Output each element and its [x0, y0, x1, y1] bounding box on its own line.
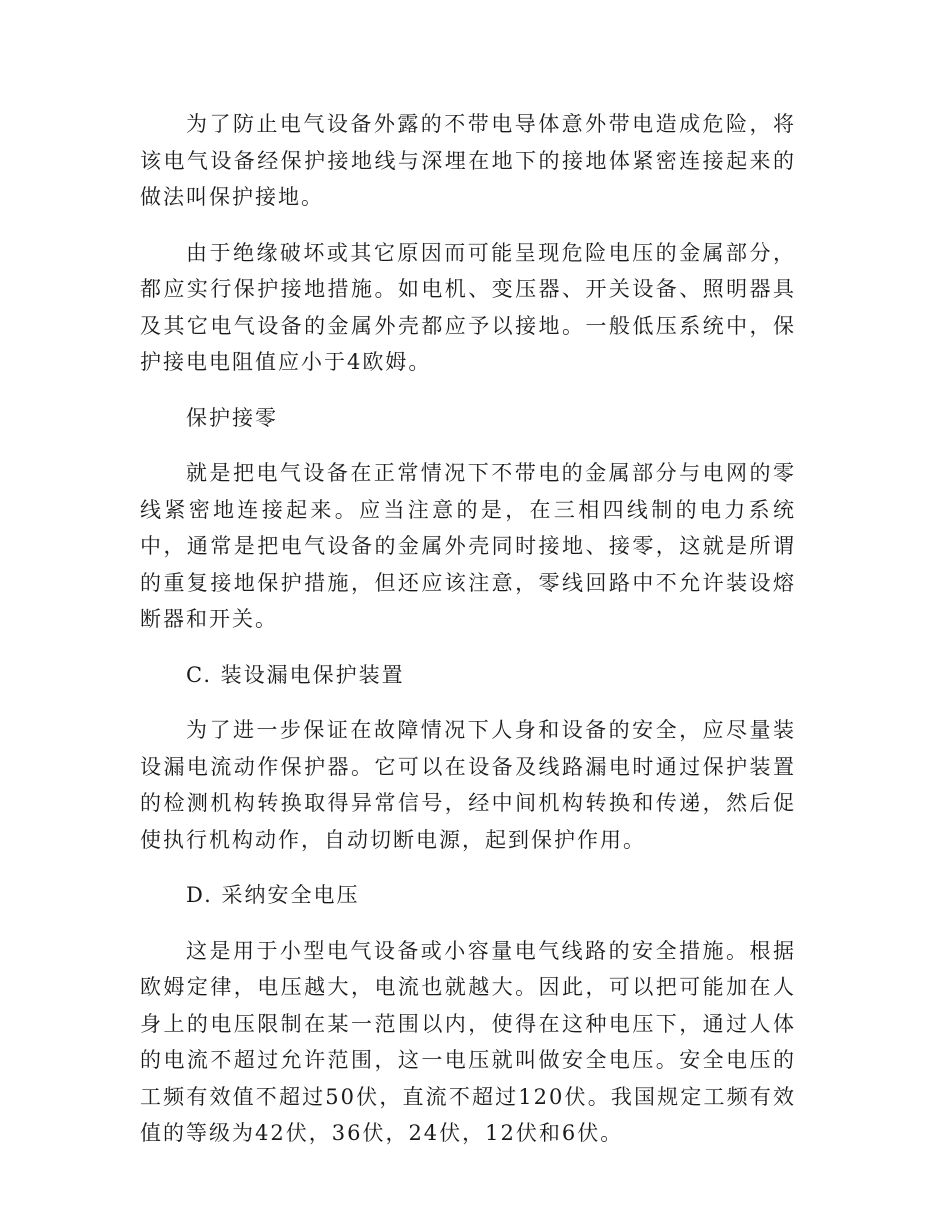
paragraph-protective-grounding-definition: 为了防止电气设备外露的不带电导体意外带电造成危险，将该电气设备经保护接地线与深埋在地下的接地体紧密连接起来的做法叫保护接地。: [140, 112, 796, 209]
paragraph-leakage-protection: 为了进一步保证在故障情况下人身和设备的安全，应尽量装设漏电流动作保护器。它可以在设备及线路漏电时通过保护装置的检测机构转换取得异常信号，经中间机构转换和传递，然后促使执行机构动作，自动切断电源，起到保护作用。: [140, 718, 796, 852]
heading-leakage-protection: C. 装设漏电保护装置: [186, 662, 405, 687]
paragraph-safety-voltage: 这是用于小型电气设备或小容量电气线路的安全措施。根据欧姆定律，电压越大，电流也就越大。因此，可以把可能加在人身上的电压限制在某一范围以内，使得在这种电压下，通过人体的电流不超过允许范围，这一电压就叫做安全电压。安全电压的工频有效值不超过50伏，直流不超过120伏。我国规定工频有效值的等级为42伏，36伏，24伏，12伏和6伏。: [140, 938, 796, 1145]
heading-protective-neutral: 保护接零: [186, 405, 278, 430]
paragraph-protective-neutral: 就是把电气设备在正常情况下不带电的金属部分与电网的零线紧密地连接起来。应当注意的是，在三相四线制的电力系统中，通常是把电气设备的金属外壳同时接地、接零，这就是所谓的重复接地保护措施，但还应该注意，零线回路中不允许装设熔断器和开关。: [140, 461, 796, 631]
paragraph-grounding-measures: 由于绝缘破坏或其它原因而可能呈现危险电压的金属部分，都应实行保护接地措施。如电机、变压器、开关设备、照明器具及其它电气设备的金属外壳都应予以接地。一般低压系统中，保护接电电阻值应小于4欧姆。: [140, 240, 796, 374]
heading-safety-voltage: D. 采纳安全电压: [186, 883, 360, 907]
document-body: [140, 106, 796, 1171]
